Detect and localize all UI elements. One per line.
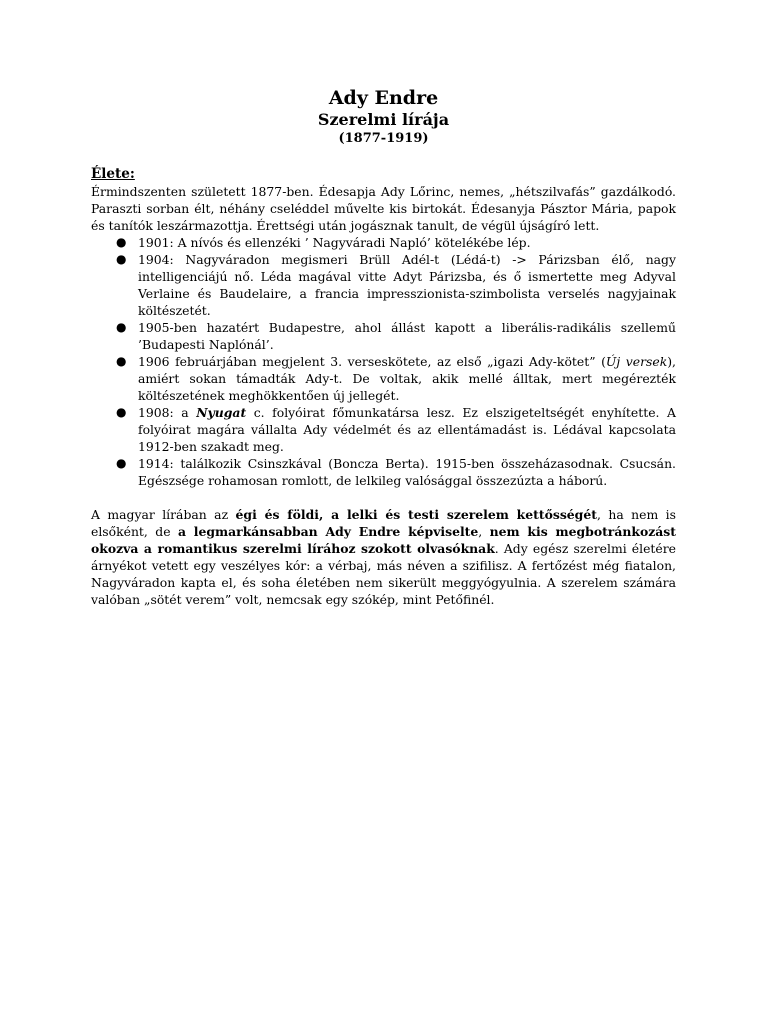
section-heading-life: Élete: bbox=[91, 166, 135, 182]
timeline-text-pre: 1908: a bbox=[138, 405, 197, 420]
timeline-item-1904 bbox=[116, 251, 676, 319]
document-page bbox=[91, 86, 676, 608]
timeline-text: 1904: Nagyváradon megismeri Brüll Adél-t (Lédá-t) -> Párizsban élő, nagy intelligenciájú nő. Léda magával vitte Adyt Párizsba, és ő ismertette meg Adyval Verlaine és Baudelaire, a francia impresszionista-szimbolista verselés nagyjainak költészetét. bbox=[138, 252, 676, 318]
timeline-item-1906 bbox=[116, 353, 676, 404]
book-title-uj-versek: Új versek bbox=[605, 354, 668, 369]
bullet-icon: ● bbox=[116, 354, 127, 368]
bullet-icon: ● bbox=[116, 405, 127, 419]
life-years: (1877-1919) bbox=[338, 131, 429, 146]
life-intro-paragraph: Érmindszenten született 1877-ben. Édesapja Ady Lőrinc, nemes, „hétszilvafás” gazdálkodó. Paraszti sorban élt, néhány cseléddel művelte kis birtokát. Édesanyja Pásztor Mária, papok és tanítók leszármazottja. Érettségi után jogásznak tanult, de végül újságíró lett. bbox=[91, 184, 676, 233]
timeline-text-pre: 1906 februárjában megjelent 3. verseskötete, az első „igazi Ady-kötet” ( bbox=[138, 354, 606, 369]
life-timeline-list bbox=[91, 234, 676, 489]
text-run: A magyar lírában az bbox=[91, 507, 236, 522]
emphasis-ady-represented: a legmarkánsabban Ady Endre képviselte bbox=[177, 524, 479, 539]
timeline-text-post: ), amiért sokan támadták Ady-t. De voltak, akik mellé álltak, mert megérezték költészetének meghökkentően új jellegét. bbox=[138, 354, 676, 403]
text-run: , ha nem is elsőként, de bbox=[91, 507, 676, 539]
journal-title-nyugat: Nyugat bbox=[196, 405, 247, 420]
timeline-text: 1914: találkozik Csinszkával (Boncza Berta). 1915-ben összeházasodnak. Csucsán. Egészsége rohamosan romlott, de lelkileg valósággal összezúzta a háború. bbox=[138, 456, 676, 488]
text-run: , bbox=[478, 524, 490, 539]
bullet-icon: ● bbox=[116, 456, 127, 470]
text-run: . Ady egész szerelmi életére árnyékot vetett egy veszélyes kór: a vérbaj, más néven a szifilisz. A fertőzést még fiatalon, Nagyváradon kapta el, és soha életében nem sikerült meggyógyulnia. A szerelem számára valóban „sötét verem” volt, nemcsak egy szókép, mint Petőfinél. bbox=[91, 541, 676, 607]
timeline-text-post: c. folyóirat főmunkatársa lesz. Ez elszigeteltségét enyhítette. A folyóirat magára vállalta Ady védelmét és az ellentámadást is. Lédával kapcsolata 1912-ben szakadt meg. bbox=[138, 405, 676, 454]
love-poetry-paragraph bbox=[91, 506, 676, 608]
title-block bbox=[91, 86, 676, 148]
spacer bbox=[91, 489, 676, 506]
timeline-text: 1905-ben hazatért Budapestre, ahol állást kapott a liberális-radikális szellemű ’Budapesti Naplónál’. bbox=[138, 320, 676, 352]
timeline-item-1905 bbox=[116, 319, 676, 353]
timeline-text: 1901: A nívós és ellenzéki ’ Nagyváradi Napló’ kötelékébe lép. bbox=[138, 235, 531, 250]
bullet-icon: ● bbox=[116, 320, 127, 334]
timeline-item-1914 bbox=[116, 455, 676, 489]
timeline-item-1908 bbox=[116, 404, 676, 455]
emphasis-dual-love: égi és földi, a lelki és testi szerelem kettősségét bbox=[235, 507, 597, 522]
emphasis-scandal: nem kis megbotránkozást okozva a romantikus szerelmi lírához szokott olvasóknak bbox=[91, 524, 676, 556]
document-title: Ady Endre bbox=[328, 87, 439, 109]
bullet-icon: ● bbox=[116, 235, 127, 249]
bullet-icon: ● bbox=[116, 252, 127, 266]
timeline-item-1901 bbox=[116, 234, 676, 251]
document-subtitle: Szerelmi lírája bbox=[317, 110, 450, 129]
